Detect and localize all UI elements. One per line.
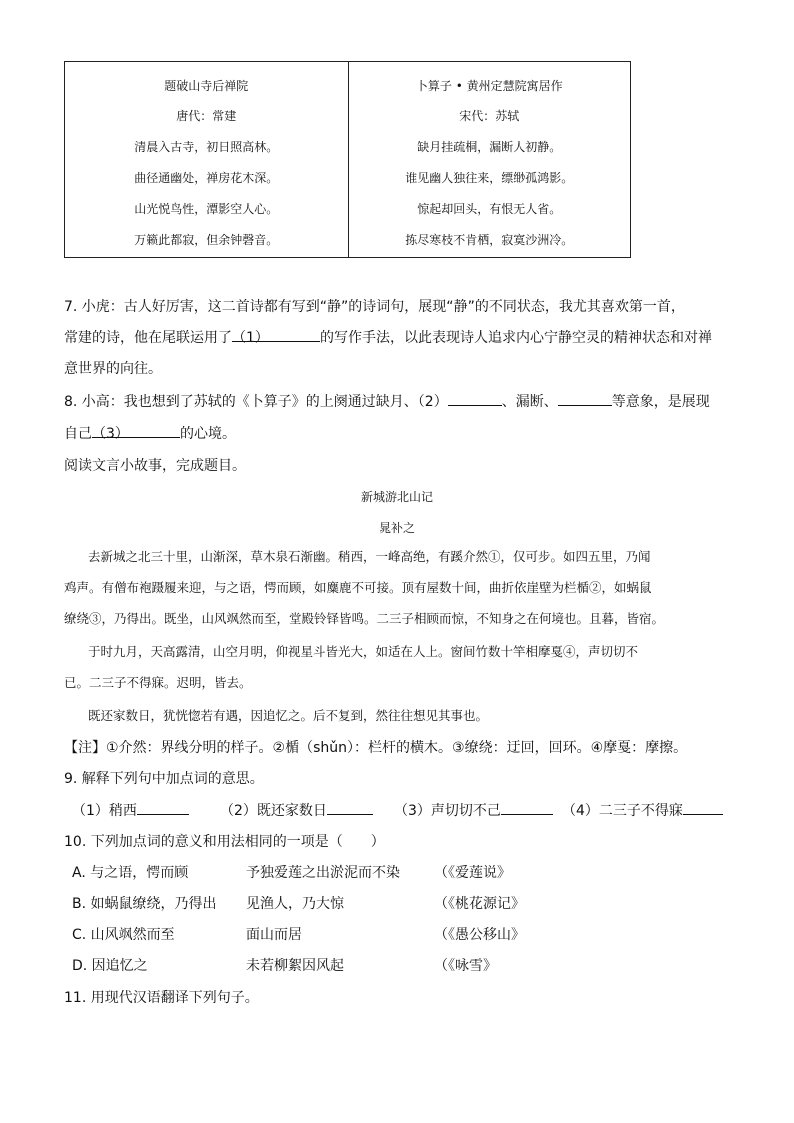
answer-blank[interactable] [683, 800, 723, 815]
poem-title: 题破山寺后禅院 [164, 79, 249, 93]
answer-blank[interactable] [232, 327, 320, 346]
essay-paragraph-line: 于时九月，天高露清，山空月明，仰视星斗皆光大，如适在人上。窗间竹数十竿相摩戛④，声切切不 [88, 644, 639, 659]
poem-line: 惊起却回头，有恨无人省。 [417, 202, 562, 216]
poem-line: 万籁此都寂，但余钟磬音。 [134, 233, 279, 247]
q7-text: 常建的诗，他在尾联运用了 [64, 330, 232, 346]
q8-line2 [64, 423, 236, 443]
essay-author: 晁补之 [378, 521, 415, 535]
q9-item-text: （3）声切切不己 [394, 803, 501, 819]
option-source: （《愚公移山》 [434, 927, 525, 943]
q8-text: 的心境。 [180, 426, 236, 442]
essay-title: 新城游北山记 [360, 490, 433, 504]
poem-table [64, 61, 631, 258]
q10-stem: 10. 下列加点词的意义和用法相同的一项是（ ） [64, 834, 385, 850]
q8-text: 自己 [64, 426, 92, 442]
option-source: （《爱莲说》 [434, 865, 511, 881]
option-compare: 予独爱莲之出淤泥而不染 [246, 865, 400, 881]
option-label: C. 山风飒然而至 [72, 927, 175, 943]
option-compare: 面山而居 [246, 927, 302, 943]
q7-line1: 7. 小虎：古人好厉害，这二首诗都有写到“静”的诗词句，展现“静”的不同状态，我尤其喜欢第一首， [64, 299, 685, 315]
option-source: （《咏雪》 [434, 958, 497, 974]
answer-blank[interactable] [448, 391, 502, 406]
option-label: A. 与之语，愕而顾 [72, 865, 189, 881]
answer-blank[interactable] [137, 800, 189, 815]
option-label: D. 因追忆之 [72, 958, 148, 974]
q10-option-d[interactable] [72, 955, 497, 975]
q8-text: 、漏断、 [501, 394, 558, 410]
poem-author: 宋代：苏轼 [459, 109, 520, 123]
annotation-note: 【注】①介然：界线分明的样子。②楯（shǔn）：栏杆的横木。③缭绕：迂回，回环。④摩戛：摩擦。 [64, 740, 688, 756]
q10-option-b[interactable] [72, 893, 525, 913]
q9-item [394, 800, 562, 820]
q9-item-text: （2）既还家数日 [220, 803, 327, 819]
q9-stem: 9. 解释下列句中加点词的意思。 [64, 771, 264, 787]
essay-paragraph-line: 去新城之北三十里，山渐深，草木泉石渐幽。稍西，一峰高绝，有蹊介然①，仅可步。如四五里，乃闻 [88, 549, 651, 564]
essay-paragraph-line: 已。二三子不得寐。迟明，皆去。 [64, 675, 252, 690]
q10-option-a[interactable] [72, 862, 511, 882]
poem-right [348, 62, 631, 257]
poem-author: 唐代：常建 [176, 109, 237, 123]
option-source: （《桃花源记》 [434, 896, 525, 912]
poem-line: 谁见幽人独往来，缥缈孤鸿影。 [405, 171, 574, 185]
poem-title: 卜算子 • 黄州定慧院寓居作 [415, 79, 563, 93]
answer-blank[interactable] [558, 391, 612, 406]
poem-line: 拣尽寒枝不肯栖，寂寞沙洲冷。 [405, 233, 574, 247]
blank-number: （3） [92, 426, 129, 442]
answer-blank[interactable] [92, 423, 180, 442]
answer-blank[interactable] [327, 800, 373, 815]
q8-text: 8. 小高：我也想到了苏轼的《卜算子》的上阕通过缺月、（2） [64, 394, 448, 410]
q9-items [72, 800, 723, 820]
q7-text: 的写作手法，以此表现诗人追求内心宁静空灵的精神状态和对禅 [320, 330, 712, 346]
q8-line1 [64, 391, 710, 411]
poem-line: 缺月挂疏桐，漏断人初静。 [417, 140, 562, 154]
poem-line: 山光悦鸟性，潭影空人心。 [134, 202, 279, 216]
q9-item-text: （4）二三子不得寐 [562, 803, 683, 819]
poem-line: 曲径通幽处，禅房花木深。 [134, 171, 279, 185]
essay-paragraph-line: 鸡声。有僧布袍蹑履来迎，与之语，愕而顾，如麋鹿不可接。顶有屋数十间，曲折依崖壁为栏楯②，如蜗鼠 [64, 580, 652, 595]
q11-stem: 11. 用现代汉语翻译下列句子。 [64, 990, 259, 1006]
poem-line: 清晨入古寺，初日照高林。 [134, 140, 279, 154]
poem-left [65, 62, 348, 257]
q9-item [562, 800, 723, 820]
q7-line3: 意世界的向往。 [64, 361, 162, 377]
q9-item [220, 800, 394, 820]
q10-option-c[interactable] [72, 924, 525, 944]
option-compare: 见渔人，乃大惊 [246, 896, 344, 912]
blank-number: （1） [232, 330, 269, 346]
q9-item-text: （1）稍西 [72, 803, 137, 819]
q9-item [72, 800, 220, 820]
q7-line2 [64, 327, 712, 347]
essay-paragraph-line: 既还家数日，犹恍惚若有遇，因追忆之。后不复到，然往往想见其事也。 [88, 708, 489, 723]
reading-intro: 阅读文言小故事，完成题目。 [64, 458, 246, 474]
answer-blank[interactable] [501, 800, 553, 815]
q8-text: 等意象，是展现 [611, 394, 710, 410]
option-compare: 未若柳絮因风起 [246, 958, 344, 974]
option-label: B. 如蜗鼠缭绕，乃得出 [72, 896, 217, 912]
essay-paragraph-line: 缭绕③，乃得出。既坐，山风飒然而至，堂殿铃铎皆鸣。二三子相顾而惊，不知身之在何境也。且暮，皆宿。 [64, 611, 665, 626]
